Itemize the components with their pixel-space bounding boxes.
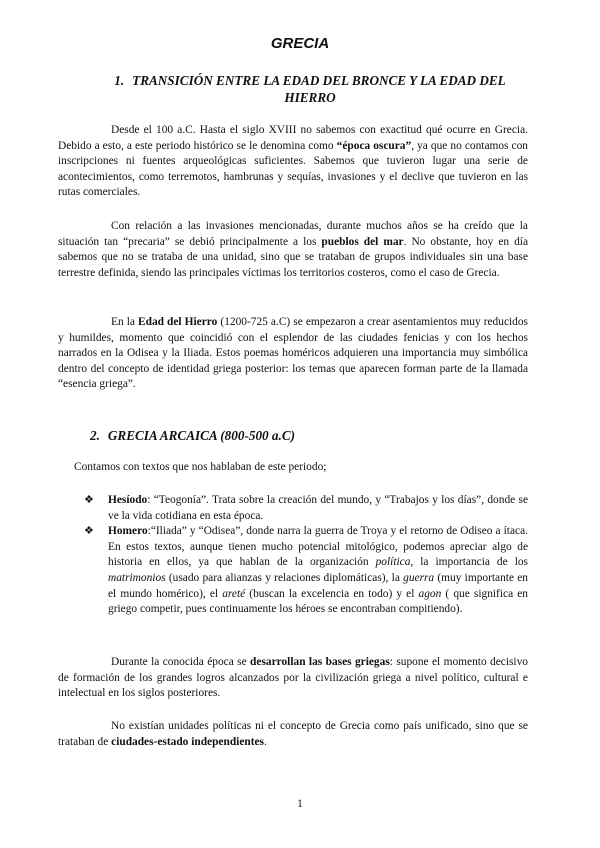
section-2-intro: Contamos con textos que nos hablaban de este periodo;	[74, 461, 327, 473]
paragraph-5-bold: ciudades-estado independientes	[111, 735, 264, 748]
paragraph-3-before: En la	[111, 316, 139, 328]
paragraph-1-bold: “época oscura”	[336, 139, 412, 152]
paragraph-2-text: Con relación a las invasiones mencionadas, durante muchos años se ha creído que la situación tan “precaria” se debió principalmente a los	[58, 220, 528, 248]
bullet-2-italic: guerra	[403, 571, 435, 584]
paragraph-3	[58, 315, 528, 393]
paragraph-3-bold: Edad del Hierro	[138, 316, 218, 328]
bullet-2-italic: matrimonios	[108, 571, 166, 584]
bullet-2-text: (usado para alianzas y relaciones diplomáticas), la	[165, 571, 404, 584]
list-item	[58, 493, 528, 524]
diamond-bullet-icon: ❖	[84, 525, 94, 538]
bullet-2-bold: Homero	[108, 525, 148, 538]
bullet-2-text: (muy importante en el mundo homérico), el	[108, 571, 529, 600]
bullet-2-italic: areté	[222, 587, 246, 600]
section-1-heading-text: TRANSICIÓN ENTRE LA EDAD DEL BRONCE Y LA EDAD DEL HIERRO	[132, 73, 506, 105]
bullet-2-italic: agon	[418, 587, 442, 600]
paragraph-5-before: No existían unidades políticas ni el concepto de Grecia como país unificado, sino que se trataban de	[58, 720, 528, 748]
list-item	[58, 524, 528, 618]
sources-list	[58, 493, 528, 618]
paragraph-1	[58, 123, 528, 201]
paragraph-3-after: (1200-725 a.C) se empezaron a crear asentamientos muy reducidos y humildes, momento que coincidió con el esplendor de las ciudades fenicias y con los hechos narrados en la Odisea y la Iliada. Estos poemas homéricos adquieren una importancia muy simbólica dentro del concepto de identidad griega posterior: los temas que aparecen forman parte de la llamada “esencia griega”.	[58, 316, 528, 391]
page-title: GRECIA	[270, 35, 330, 52]
paragraph-2	[58, 219, 528, 281]
bullet-2-text: (buscan la excelencia en todo) y el	[245, 587, 419, 600]
section-2-number: 2.	[90, 428, 100, 443]
bullet-2-text: :“Iliada” y “Odisea”, donde narra la guerra de Troya y el retorno de Odiseo a ítaca. En estos textos, aunque tienen mucho potencial mitológico, podemos apreciar algo de historia en ellos, ya que hablan de la organización	[108, 525, 528, 569]
diamond-bullet-icon: ❖	[84, 494, 94, 506]
section-1-heading	[100, 72, 520, 106]
paragraph-1-text: Desde el 100 a.C. Hasta el siglo XVIII no sabemos con exactitud qué ocurre en Grecia. Debido a esto, a este periodo histórico se le denomina como	[58, 124, 528, 152]
page-number: 1	[297, 798, 303, 810]
bullet-1-text: : “Teogonía”. Trata sobre la creación del mundo, y “Trabajos y los días”, donde se ve la vida cotidiana en esta época.	[108, 494, 528, 522]
paragraph-5	[58, 719, 528, 750]
section-1-number: 1.	[114, 73, 125, 88]
section-2-heading	[90, 427, 510, 444]
paragraph-2-after: . No obstante, hoy en día sabemos que no se trataba de una unidad, sino que se trataban de grupos individuales sin una base terrestre definida, siendo las principales víctimas los territorios costeros, como el caso de Grecia.	[58, 235, 528, 279]
paragraph-4-after: : supone el momento decisivo de formación de los grandes logros alcanzados por la civilización griega a nivel político, cultural e intelectual en los siglos posteriores.	[58, 656, 528, 700]
bullet-1-bold: Hesíodo	[108, 494, 148, 506]
paragraph-2-bold: pueblos del mar	[321, 235, 404, 248]
paragraph-5-after: .	[264, 735, 267, 748]
bullet-2-text: ( que significa en griego competir, pues continuamente los héroes se encontraban compitiendo).	[108, 587, 528, 616]
bullet-2-italic: política	[375, 556, 411, 569]
section-2-heading-text: GRECIA ARCAICA (800-500 a.C)	[107, 428, 296, 443]
paragraph-4	[58, 655, 528, 702]
paragraph-4-bold: desarrollan las bases griegas	[250, 656, 390, 668]
paragraph-4-before: Durante la conocida época se	[111, 656, 251, 668]
paragraph-1-after: , ya que no contamos con inscripciones ni fuentes arqueológicas suficientes. Sabemos que tuvieron lugar una serie de acontecimientos, como terremotos, hambrunas y sequías, invasiones y el declive que tuvieron en las rutas comerciales.	[58, 139, 528, 199]
bullet-2-text: , la importancia de los	[410, 556, 528, 569]
